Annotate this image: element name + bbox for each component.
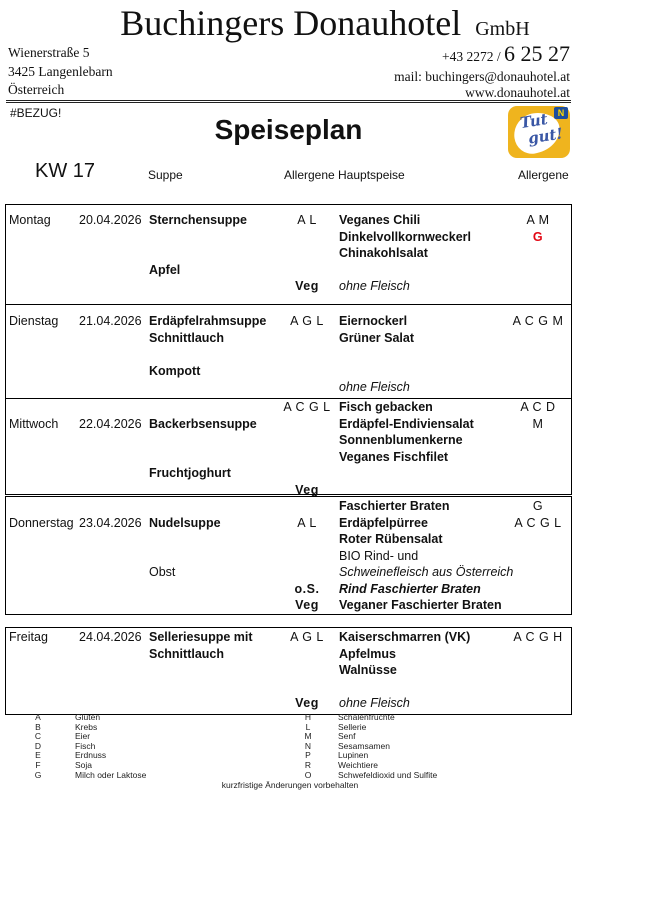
legend-value: Lupinen [338, 750, 369, 761]
legend-value: Soja [75, 759, 93, 770]
cell-soup: Kompott [149, 363, 201, 378]
cell-allergens-right: A C D [520, 400, 556, 414]
cell-soup: Sternchensuppe [149, 213, 247, 227]
cell-allergens-right: A C G L [514, 515, 562, 530]
cell-main-dish: Sonnenblumenkerne [339, 433, 463, 447]
day-box-mittwoch [5, 398, 572, 495]
column-header-allergens-right: Allergene [518, 168, 569, 182]
cell-main-dish: Walnüsse [339, 663, 397, 677]
cell-allergens-right: M [532, 416, 544, 431]
company-name: Buchingers Donauhotel [120, 3, 462, 43]
cell-main-dish: ohne Fleisch [339, 696, 410, 710]
legend-key: D [34, 740, 42, 751]
legend-row [0, 731, 650, 741]
cell-allergens-left: A C G L [283, 400, 331, 414]
cell-main-dish: Roter Rübensalat [339, 532, 443, 546]
cell-main-dish: Kaiserschmarren (VK) [339, 630, 471, 644]
menu-row [6, 548, 571, 565]
menu-row [6, 581, 571, 598]
cell-allergens-left: Veg [295, 279, 319, 293]
cell-main-dish: Erdäpfel-Endiviensalat [339, 416, 474, 431]
legend-value: Fisch [75, 740, 96, 751]
legend-key: O [304, 769, 312, 780]
website-line: www.donauhotel.at [465, 84, 570, 100]
cell-date: 24.04.2026 [79, 630, 142, 644]
cell-main-dish: BIO Rind- und [339, 548, 419, 563]
page-title: Speiseplan [214, 114, 363, 145]
day-box-donnerstag [5, 496, 572, 615]
cell-main-dish: Faschierter Braten [339, 499, 450, 513]
legend-value: Krebs [75, 721, 98, 732]
cell-soup: Backerbsensuppe [149, 416, 257, 431]
column-header-allergens-left: Allergene [284, 168, 335, 182]
logo-text-line1: Tut [518, 109, 549, 133]
allergen-legend [0, 712, 650, 779]
legend-row [0, 722, 650, 732]
cell-allergens-left: A L [297, 515, 317, 530]
bezug-label: #BEZUG! [10, 106, 62, 120]
legend-value: Sellerie [338, 721, 367, 732]
menu-row [6, 432, 571, 449]
cell-soup: Fruchtjoghurt [149, 466, 231, 480]
legend-key: B [35, 721, 41, 732]
column-header-main: Hauptspeise [338, 168, 405, 182]
footer-note: kurzfristige Änderungen vorbehalten [221, 780, 359, 790]
cell-allergens-right: A C G H [513, 630, 563, 644]
menu-row [6, 695, 571, 712]
menu-row [6, 330, 571, 347]
day-box-freitag [5, 627, 572, 715]
legend-key: E [35, 750, 41, 761]
cell-main-dish: Fisch gebacken [339, 400, 433, 414]
menu-row [6, 679, 571, 696]
contact-block [394, 42, 570, 100]
cell-main-dish: ohne Fleisch [339, 279, 410, 293]
cell-main-dish: Eiernockerl [339, 314, 408, 328]
menu-row [6, 313, 571, 330]
cell-allergens-left: o.S. [294, 581, 320, 596]
legend-key: R [304, 759, 312, 770]
legend-value: Schalenfrüchte [338, 712, 395, 722]
cell-allergens-right: A C G M [512, 314, 564, 328]
cell-main-dish: Apfelmus [339, 646, 396, 661]
menu-row [6, 416, 571, 433]
address-line-1: Wienerstraße 5 [8, 45, 90, 60]
menu-row [6, 597, 571, 614]
cell-soup: Erdäpfelrahmsuppe [149, 314, 267, 328]
cell-main-dish: ohne Fleisch [339, 380, 410, 394]
cell-allergens-left: Veg [295, 482, 319, 497]
cell-main-dish: Erdäpfelpürree [339, 515, 428, 530]
legend-key: L [305, 721, 311, 732]
cell-allergens-left: Veg [295, 598, 319, 612]
legend-key: N [304, 740, 312, 751]
cell-allergens-left: A G L [290, 630, 324, 644]
noe-flag-icon: N [554, 107, 568, 119]
cell-date: 22.04.2026 [79, 416, 142, 431]
address-block [8, 44, 113, 100]
address-line-2: 3425 Langenlebarn [8, 63, 113, 79]
phone-line [394, 42, 570, 69]
legend-value: Senf [338, 731, 356, 742]
menu-row [6, 465, 571, 482]
legend-value: Weichtiere [338, 759, 378, 770]
cell-soup: Nudelsuppe [149, 515, 221, 530]
phone-prefix: +43 2272 / [442, 49, 504, 64]
menu-row [6, 229, 571, 246]
menu-row [6, 363, 571, 380]
cell-main-dish: Veganer Faschierter Braten [339, 598, 502, 612]
menu-row [6, 449, 571, 466]
company-title [0, 2, 650, 44]
menu-row [6, 379, 571, 396]
menu-row [6, 346, 571, 363]
menu-row [6, 629, 571, 646]
cell-day-name: Montag [9, 213, 51, 227]
cell-soup: Schnittlauch [149, 330, 225, 345]
legend-key: A [35, 712, 41, 722]
address-line-3: Österreich [8, 82, 65, 98]
menu-row [6, 515, 571, 532]
week-label: KW 17 [35, 160, 96, 182]
cell-soup: Schnittlauch [149, 646, 225, 661]
legend-value: Gluten [75, 712, 101, 722]
cell-date: 20.04.2026 [79, 213, 142, 227]
cell-date: 21.04.2026 [79, 314, 142, 328]
cell-main-dish: Chinakohlsalat [339, 246, 428, 260]
menu-row [6, 212, 571, 229]
cell-allergens-right: G [532, 229, 544, 244]
legend-row [0, 770, 650, 780]
cell-main-dish: Veganes Fischfilet [339, 449, 449, 464]
cell-main-dish: Veganes Chili [339, 213, 421, 227]
menu-row [6, 646, 571, 663]
legend-row [0, 750, 650, 760]
menu-row [6, 498, 571, 515]
phone-number: 6 25 27 [504, 41, 570, 66]
cell-main-dish: Schweinefleisch aus Österreich [339, 565, 514, 579]
menu-row [6, 262, 571, 279]
cell-allergens-right: A M [526, 213, 550, 227]
cell-main-dish: Rind Faschierter Braten [339, 581, 481, 596]
legend-value: Erdnuss [75, 750, 107, 761]
logo-text-line2: gut! [526, 124, 565, 148]
cell-allergens-left: A G L [290, 314, 324, 328]
day-box-dienstag [5, 304, 572, 408]
header-divider [6, 100, 571, 103]
menu-row [6, 245, 571, 262]
menu-row [6, 662, 571, 679]
legend-row [0, 712, 650, 722]
menu-row [6, 399, 571, 416]
column-header-soup: Suppe [148, 168, 183, 182]
legend-value: Milch oder Laktose [75, 769, 147, 780]
company-suffix-text: GmbH [475, 18, 530, 40]
cell-soup: Selleriesuppe mit [149, 630, 253, 644]
legend-value: Schwefeldioxid und Sulfite [338, 769, 438, 780]
legend-key: G [34, 769, 42, 780]
cell-date: 23.04.2026 [79, 515, 142, 530]
cell-day-name: Freitag [9, 630, 48, 644]
cell-day-name: Dienstag [9, 314, 59, 328]
day-box-montag [5, 204, 572, 306]
cell-day-name: Mittwoch [9, 416, 59, 431]
cell-day-name: Donnerstag [9, 515, 74, 530]
legend-key: F [35, 759, 41, 770]
legend-key: C [34, 731, 42, 742]
legend-value: Sesamsamen [338, 740, 390, 751]
legend-row [0, 741, 650, 751]
menu-row [6, 564, 571, 581]
cell-allergens-left: A L [297, 213, 317, 227]
cell-main-dish: Grüner Salat [339, 330, 415, 345]
legend-row [0, 760, 650, 770]
legend-key: P [305, 750, 311, 761]
cell-soup: Obst [149, 565, 176, 579]
email-line: mail: buchingers@donauhotel.at [394, 69, 570, 84]
cell-allergens-right: G [532, 499, 544, 513]
legend-value: Eier [75, 731, 91, 742]
menu-row [6, 278, 571, 295]
cell-soup: Apfel [149, 262, 181, 277]
menu-row [6, 531, 571, 548]
cell-allergens-left: Veg [295, 696, 319, 710]
legend-key: H [304, 712, 312, 722]
cell-main-dish: Dinkelvollkornweckerl [339, 229, 472, 244]
legend-key: M [304, 731, 312, 742]
